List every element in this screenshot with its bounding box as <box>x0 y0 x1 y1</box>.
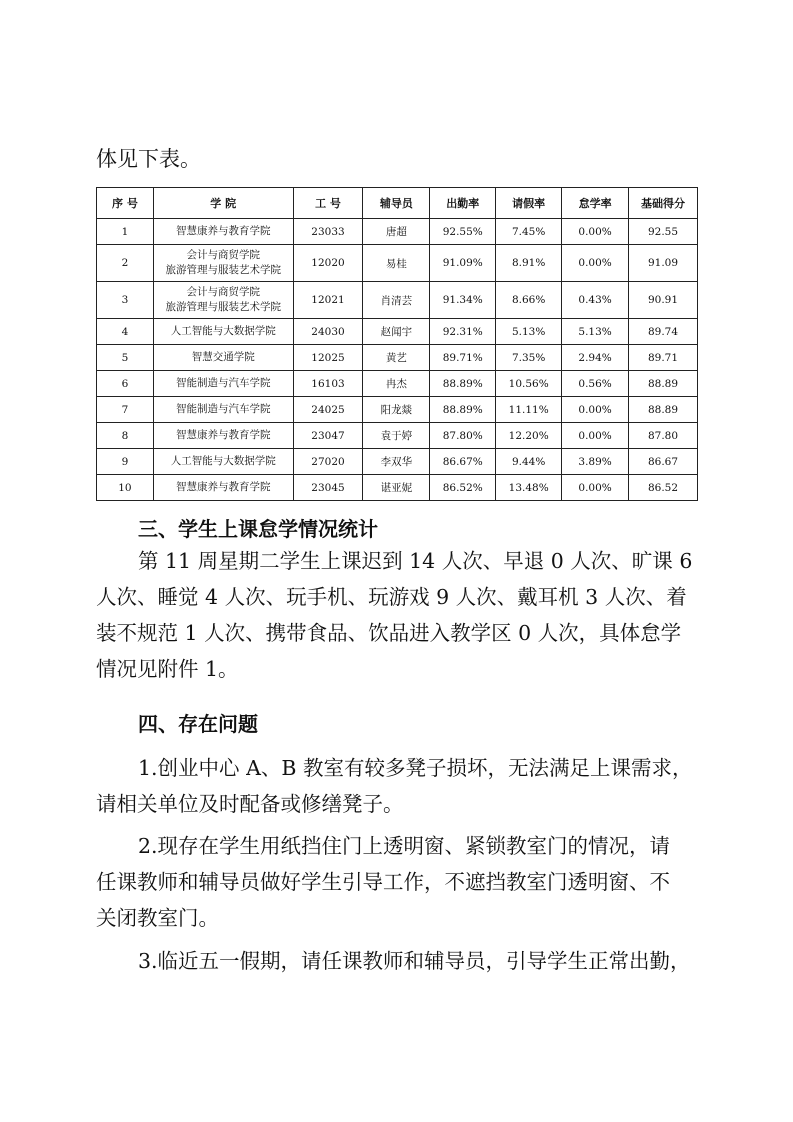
cell-college <box>153 397 293 423</box>
cell-truancy: 0.00% <box>562 245 629 282</box>
table-row <box>97 319 698 345</box>
cell-id: 12021 <box>293 282 363 319</box>
cell-id: 12020 <box>293 245 363 282</box>
cell-counselor: 赵闻宇 <box>363 319 430 345</box>
cell-leave: 7.35% <box>496 345 562 371</box>
cell-college <box>153 475 293 501</box>
college-line: 智慧康养与教育学院 <box>175 225 271 237</box>
college-line: 智能制造与汽车学院 <box>175 403 271 415</box>
cell-score: 88.89 <box>629 397 698 423</box>
cell-attendance: 91.09% <box>430 245 496 282</box>
cell-college <box>153 345 293 371</box>
cell-leave: 8.66% <box>496 282 562 319</box>
cell-id: 16103 <box>293 371 363 397</box>
para-line: 情况见附件 1。 <box>96 657 239 681</box>
cell-counselor: 易桂 <box>363 245 430 282</box>
cell-truancy: 3.89% <box>562 449 629 475</box>
cell-score: 86.67 <box>629 449 698 475</box>
cell-college <box>153 371 293 397</box>
cell-no: 6 <box>97 371 154 397</box>
section-heading-4: 四、存在问题 <box>138 712 258 736</box>
cell-score: 92.55 <box>629 219 698 245</box>
cell-no: 4 <box>97 319 154 345</box>
cell-score: 88.89 <box>629 371 698 397</box>
para-line: 2.现存在学生用纸挡住门上透明窗、紧锁教室门的情况，请 <box>138 834 671 858</box>
cell-counselor: 袁于婷 <box>363 423 430 449</box>
cell-attendance: 92.31% <box>430 319 496 345</box>
table-row <box>97 245 698 282</box>
cell-truancy: 0.43% <box>562 282 629 319</box>
cell-college <box>153 282 293 319</box>
cell-score: 87.80 <box>629 423 698 449</box>
table-row <box>97 219 698 245</box>
cell-no: 5 <box>97 345 154 371</box>
cell-leave: 11.11% <box>496 397 562 423</box>
cell-score: 89.71 <box>629 345 698 371</box>
cell-id: 24025 <box>293 397 363 423</box>
intro-text: 体见下表。 <box>96 147 201 171</box>
cell-truancy: 0.00% <box>562 397 629 423</box>
cell-counselor: 冉杰 <box>363 371 430 397</box>
cell-counselor: 肖清芸 <box>363 282 430 319</box>
cell-leave: 5.13% <box>496 319 562 345</box>
cell-counselor: 李双华 <box>363 449 430 475</box>
table-row <box>97 449 698 475</box>
cell-attendance: 87.80% <box>430 423 496 449</box>
header-no: 序 号 <box>97 188 154 219</box>
cell-leave: 7.45% <box>496 219 562 245</box>
problem-item-3 <box>96 943 696 979</box>
cell-truancy: 2.94% <box>562 345 629 371</box>
cell-attendance: 86.52% <box>430 475 496 501</box>
problem-item-2 <box>96 828 696 936</box>
cell-no: 1 <box>97 219 154 245</box>
cell-counselor: 谌亚妮 <box>363 475 430 501</box>
cell-score: 90.91 <box>629 282 698 319</box>
cell-counselor: 阳龙燚 <box>363 397 430 423</box>
college-line: 人工智能与大数据学院 <box>170 325 276 337</box>
cell-counselor: 唐超 <box>363 219 430 245</box>
cell-no: 8 <box>97 423 154 449</box>
header-college: 学 院 <box>153 188 293 219</box>
para-line: 关闭教室门。 <box>96 906 219 930</box>
header-truancy: 怠学率 <box>562 188 629 219</box>
para-line: 任课教师和辅导员做好学生引导工作，不遮挡教室门透明窗、不 <box>96 870 670 894</box>
cell-leave: 12.20% <box>496 423 562 449</box>
para-line: 装不规范 1 人次、携带食品、饮品进入教学区 0 人次，具体怠学 <box>96 621 682 645</box>
cell-no: 10 <box>97 475 154 501</box>
college-line: 会计与商贸学院 <box>186 249 260 261</box>
cell-truancy: 0.00% <box>562 475 629 501</box>
table-row <box>97 423 698 449</box>
cell-leave: 10.56% <box>496 371 562 397</box>
section3-paragraph <box>96 543 696 687</box>
cell-no: 7 <box>97 397 154 423</box>
cell-college <box>153 219 293 245</box>
table-row <box>97 282 698 319</box>
para-line: 请相关单位及时配备或修缮凳子。 <box>96 792 404 816</box>
cell-attendance: 88.89% <box>430 371 496 397</box>
cell-college <box>153 245 293 282</box>
cell-attendance: 89.71% <box>430 345 496 371</box>
cell-score: 91.09 <box>629 245 698 282</box>
table-row <box>97 371 698 397</box>
college-line-2: 旅游管理与服装艺术学院 <box>165 264 281 276</box>
attendance-table <box>96 187 698 501</box>
header-leave: 请假率 <box>496 188 562 219</box>
cell-no: 9 <box>97 449 154 475</box>
cell-attendance: 92.55% <box>430 219 496 245</box>
cell-id: 23045 <box>293 475 363 501</box>
para-line: 1.创业中心 A、B 教室有较多凳子损坏，无法满足上课需求， <box>138 756 693 780</box>
header-attendance: 出勤率 <box>430 188 496 219</box>
cell-college <box>153 319 293 345</box>
cell-attendance: 91.34% <box>430 282 496 319</box>
para-line: 第 11 周星期二学生上课迟到 14 人次、早退 0 人次、旷课 6 <box>138 549 693 573</box>
college-line: 智慧康养与教育学院 <box>175 429 271 441</box>
table-row <box>97 345 698 371</box>
para-line: 人次、睡觉 4 人次、玩手机、玩游戏 9 人次、戴耳机 3 人次、着 <box>96 585 687 609</box>
table-row <box>97 397 698 423</box>
cell-leave: 8.91% <box>496 245 562 282</box>
college-line: 人工智能与大数据学院 <box>170 455 276 467</box>
table-row <box>97 475 698 501</box>
table-header-row <box>97 188 698 219</box>
cell-attendance: 86.67% <box>430 449 496 475</box>
cell-id: 23033 <box>293 219 363 245</box>
cell-score: 89.74 <box>629 319 698 345</box>
header-counselor: 辅导员 <box>363 188 430 219</box>
cell-score: 86.52 <box>629 475 698 501</box>
college-line-2: 旅游管理与服装艺术学院 <box>165 301 281 313</box>
college-line: 智慧康养与教育学院 <box>175 481 271 493</box>
cell-id: 23047 <box>293 423 363 449</box>
cell-truancy: 0.00% <box>562 423 629 449</box>
cell-id: 27020 <box>293 449 363 475</box>
college-line: 智慧交通学院 <box>191 351 255 363</box>
cell-attendance: 88.89% <box>430 397 496 423</box>
cell-no: 2 <box>97 245 154 282</box>
cell-leave: 9.44% <box>496 449 562 475</box>
cell-id: 24030 <box>293 319 363 345</box>
cell-truancy: 0.56% <box>562 371 629 397</box>
cell-truancy: 5.13% <box>562 319 629 345</box>
cell-college <box>153 449 293 475</box>
section-heading-3: 三、学生上课怠学情况统计 <box>138 517 378 541</box>
cell-counselor: 黄艺 <box>363 345 430 371</box>
cell-id: 12025 <box>293 345 363 371</box>
problem-item-1 <box>96 750 696 822</box>
header-id: 工 号 <box>293 188 363 219</box>
header-score: 基础得分 <box>629 188 698 219</box>
cell-no: 3 <box>97 282 154 319</box>
para-line: 3.临近五一假期，请任课教师和辅导员，引导学生正常出勤， <box>138 949 691 973</box>
cell-leave: 13.48% <box>496 475 562 501</box>
cell-truancy: 0.00% <box>562 219 629 245</box>
college-line: 会计与商贸学院 <box>186 286 260 298</box>
cell-college <box>153 423 293 449</box>
college-line: 智能制造与汽车学院 <box>175 377 271 389</box>
